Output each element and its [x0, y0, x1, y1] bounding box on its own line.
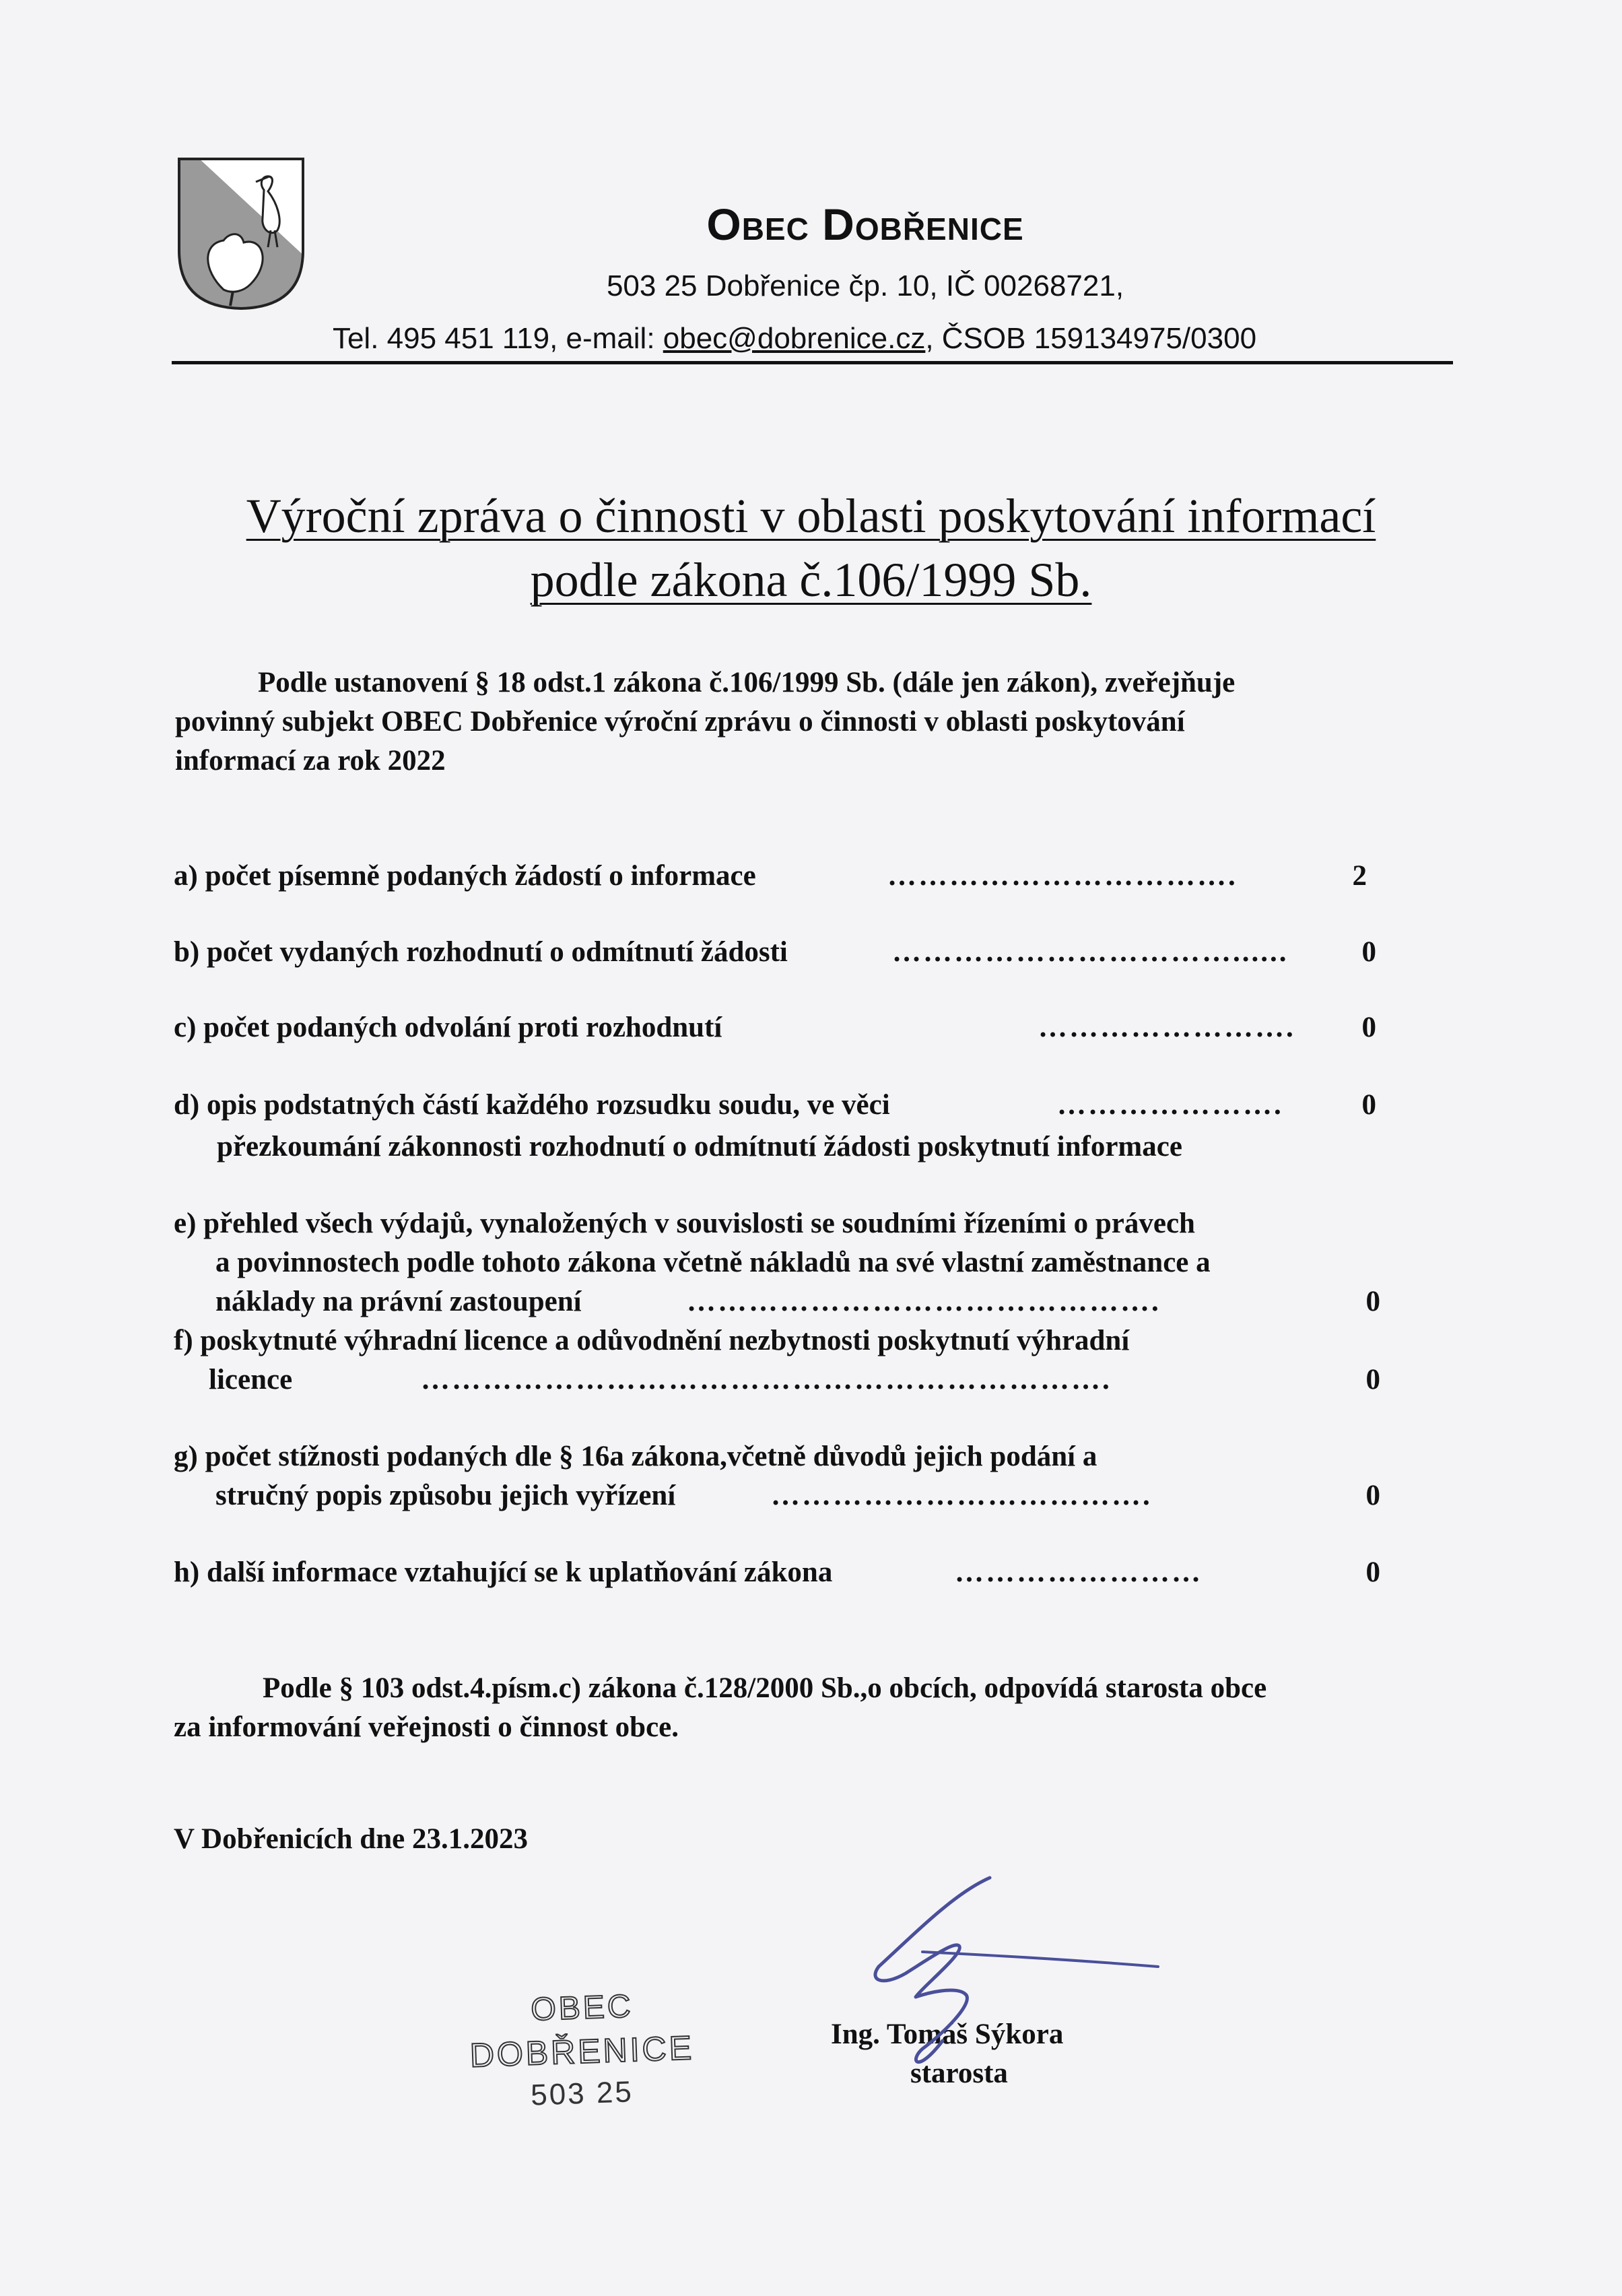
- item-e-line1: e) přehled všech výdajů, vynaložených v souvislosti se soudními řízeními o právech: [174, 1208, 1195, 1239]
- item-c-text: c) počet podaných odvolání proti rozhodnutí: [174, 1012, 722, 1043]
- item-g-value: 0: [1365, 1480, 1380, 1511]
- item-b-dots: ……………………………......: [892, 936, 1289, 968]
- address-line: 503 25 Dobřenice čp. 10, IČ 00268721,: [606, 269, 1124, 302]
- stamp-line3: 503 25: [530, 2075, 634, 2112]
- item-b-value: 0: [1361, 936, 1376, 968]
- item-g-line1: g) počet stížnosti podaných dle § 16a zákona,včetně důvodů jejich podání a: [174, 1441, 1097, 1472]
- handwritten-signature: [842, 1872, 1165, 2088]
- coat-of-arms-icon: [176, 156, 306, 311]
- item-e-dots: ……………………………………….: [687, 1286, 1161, 1317]
- item-e-line2: a povinnostech podle tohoto zákona včetně nákladů na své vlastní zaměstnance a: [215, 1247, 1211, 1278]
- item-e-value: 0: [1365, 1286, 1380, 1317]
- intro-line3: informací za rok 2022: [175, 745, 446, 777]
- intro-line1: Podle ustanovení § 18 odst.1 zákona č.106/1999 Sb. (dále jen zákon), zveřejňuje: [258, 667, 1236, 698]
- item-d-line1: d) opis podstatných částí každého rozsudku soudu, ve věci: [174, 1089, 890, 1121]
- item-d-dots: ………………….: [1057, 1089, 1283, 1121]
- bank-text: , ČSOB 159134975/0300: [925, 322, 1257, 355]
- item-d-line2: přezkoumání zákonnosti rozhodnutí o odmítnutí žádosti poskytnutí informace: [217, 1131, 1182, 1162]
- official-stamp: [431, 1983, 741, 2118]
- item-h-dots: ……………………: [955, 1556, 1203, 1588]
- item-e-line3: náklady na právní zastoupení: [215, 1286, 582, 1317]
- document-title-line1: Výroční zpráva o činnosti v oblasti poskytování informací: [246, 489, 1376, 543]
- place-date: V Dobřenicích dne 23.1.2023: [174, 1823, 528, 1855]
- item-f-dots: ………………………………………………………….: [421, 1364, 1112, 1396]
- item-h-value: 0: [1365, 1556, 1380, 1588]
- document-title-line2: podle zákona č.106/1999 Sb.: [530, 553, 1092, 607]
- header-divider: [172, 361, 1453, 364]
- item-g-dots: ……………………………….: [771, 1480, 1152, 1511]
- stamp-line1: OBEC: [530, 1988, 634, 2028]
- email-link[interactable]: obec@dobrenice.cz: [663, 322, 926, 355]
- phone-text: Tel. 495 451 119, e-mail:: [332, 322, 663, 355]
- item-h-text: h) další informace vztahující se k uplatňování zákona: [174, 1556, 833, 1588]
- item-d-value: 0: [1361, 1089, 1376, 1121]
- org-name: Obec Dobřenice: [706, 199, 1024, 249]
- item-f-line2: licence: [209, 1364, 293, 1396]
- footer-line2: za informování veřejnosti o činnost obce.: [174, 1711, 679, 1743]
- footer-line1: Podle § 103 odst.4.písm.c) zákona č.128/2000 Sb.,o obcích, odpovídá starosta obce: [263, 1672, 1267, 1704]
- item-f-line1: f) poskytnuté výhradní licence a odůvodnění nezbytnosti poskytnutí výhradní: [174, 1325, 1130, 1356]
- item-a-value: 2: [1352, 860, 1367, 892]
- intro-line2: povinný subjekt OBEC Dobřenice výroční zprávu o činnosti v oblasti poskytování: [175, 706, 1185, 737]
- contact-line: [175, 322, 1414, 356]
- item-a-text: a) počet písemně podaných žádostí o informace: [174, 860, 756, 892]
- item-f-value: 0: [1365, 1364, 1380, 1396]
- item-g-line2: stručný popis způsobu jejich vyřízení: [215, 1480, 676, 1511]
- item-a-dots: …………………………….: [887, 860, 1238, 892]
- item-b-text: b) počet vydaných rozhodnutí o odmítnutí žádosti: [174, 936, 788, 968]
- item-c-value: 0: [1361, 1012, 1376, 1043]
- signer-name: Ing. Tomáš Sýkora: [831, 2019, 1064, 2050]
- signer-role: starosta: [910, 2058, 1008, 2089]
- stamp-line2: DOBŘENICE: [469, 2029, 695, 2074]
- item-c-dots: …………………….: [1038, 1012, 1295, 1043]
